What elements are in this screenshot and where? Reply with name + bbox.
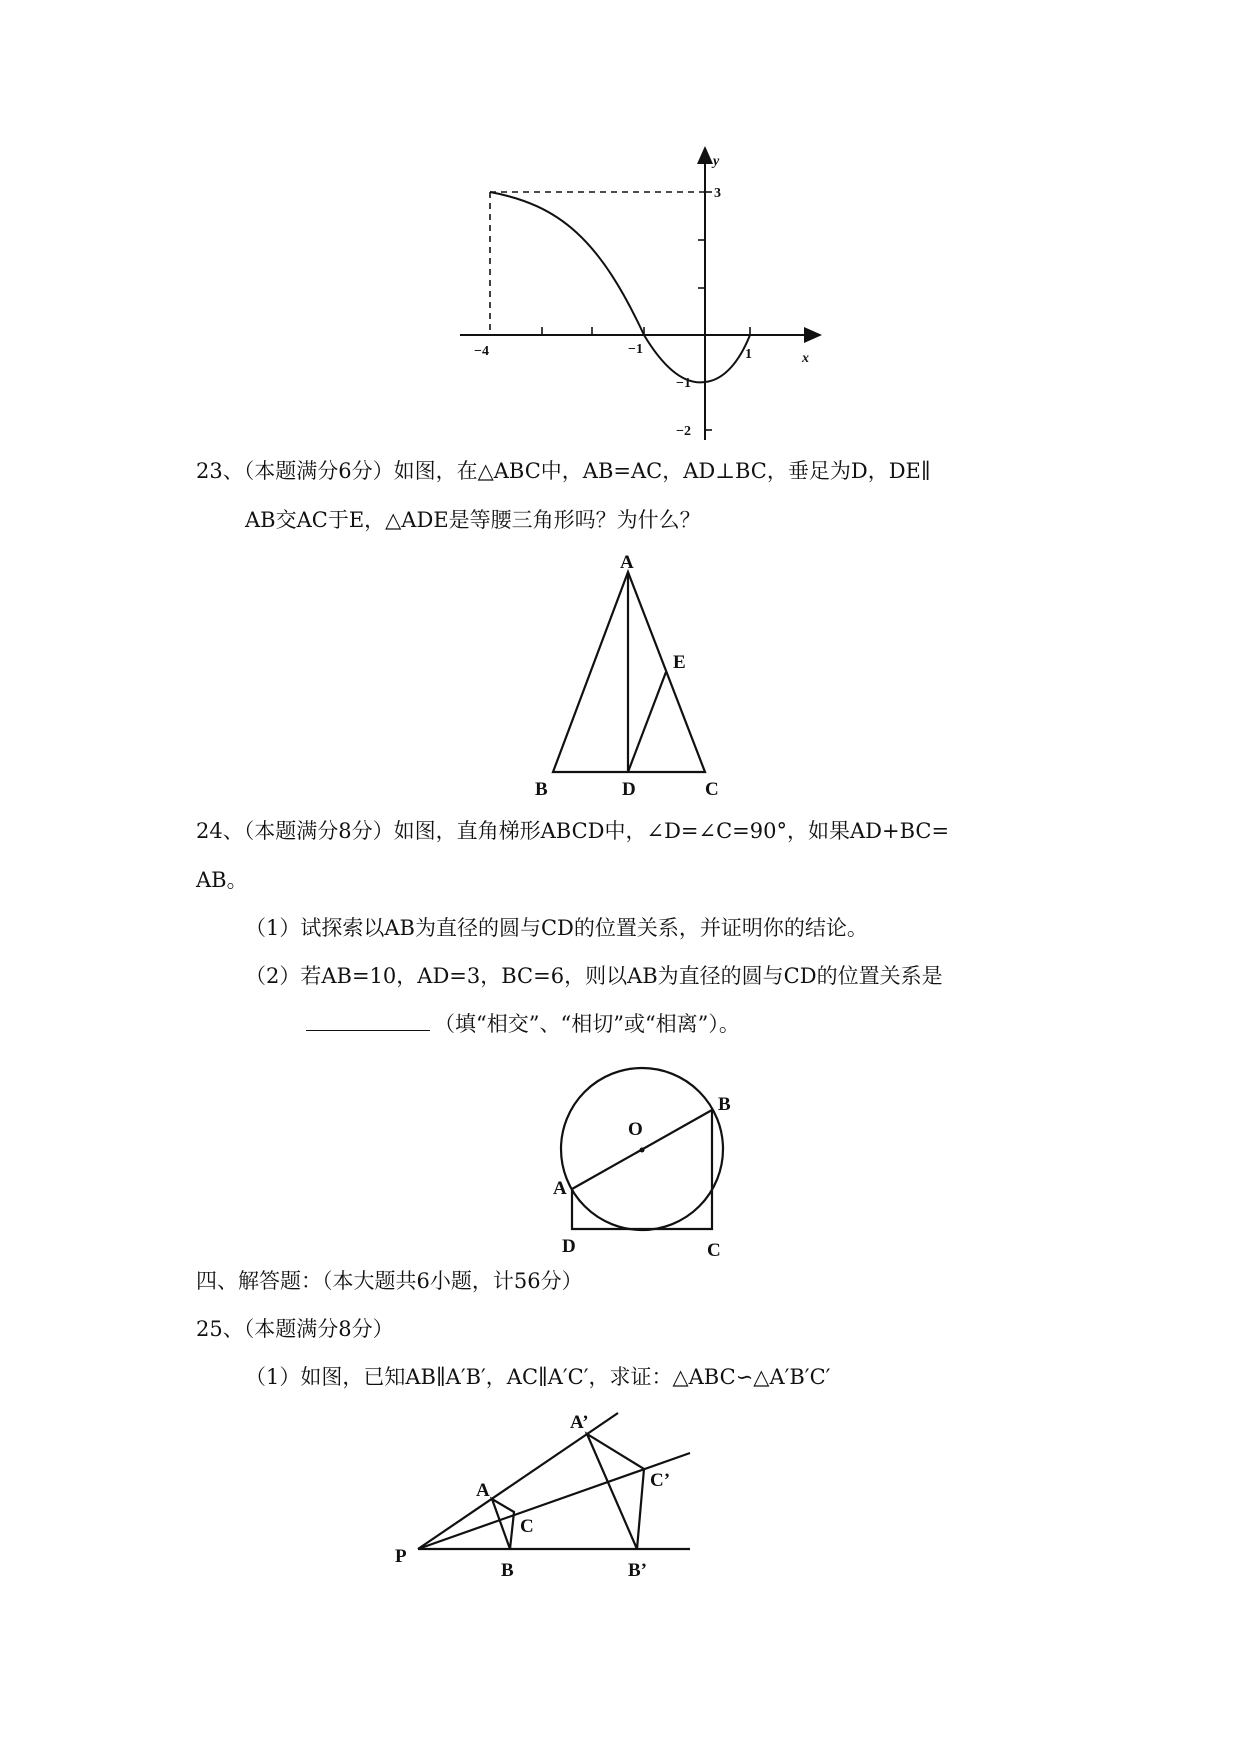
tick-label-x1: 1 xyxy=(745,347,752,362)
q24-part2-tail-line xyxy=(306,1009,740,1039)
point-label-b-prime: B’ xyxy=(628,1560,647,1581)
tick-label-x-neg1: −1 xyxy=(628,342,643,357)
q24-line1: 24、（本题满分8分）如图，直角梯形ABCD中，∠D=∠C=90°，如果AD+BC= xyxy=(196,819,950,843)
function-graph xyxy=(440,145,830,445)
tick-label-x-neg4: −4 xyxy=(474,344,489,359)
similar-triangles-figure xyxy=(390,1405,700,1595)
point-label-b: B xyxy=(535,779,548,800)
point-label-d2: D xyxy=(562,1236,576,1257)
tick-label-y3: 3 xyxy=(714,186,721,201)
point-label-a: A xyxy=(620,552,634,573)
ray-pc xyxy=(418,1453,690,1549)
triangle-abc-small xyxy=(492,1499,514,1549)
point-label-c-prime: C’ xyxy=(650,1470,671,1491)
point-label-b3: B xyxy=(501,1560,514,1581)
q23-line2: AB交AC于E，△ADE是等腰三角形吗？为什么？ xyxy=(245,508,701,532)
center-dot xyxy=(640,1148,645,1153)
tick-label-y-neg1: −1 xyxy=(676,376,691,391)
point-label-d: D xyxy=(622,779,636,800)
triangle-abc-large xyxy=(587,1434,644,1549)
section4-heading: 四、解答题：（本大题共6小题，计56分） xyxy=(196,1269,583,1293)
triangle-abc-figure xyxy=(530,550,745,805)
q25-line1: 25、（本题满分8分） xyxy=(196,1317,394,1341)
q24-part2-tail: （填“相交”、“相切”或“相离”）。 xyxy=(434,1012,740,1036)
point-label-o: O xyxy=(628,1119,643,1140)
q24-part1: （1）试探索以AB为直径的圆与CD的位置关系，并证明你的结论。 xyxy=(245,916,868,940)
point-label-e: E xyxy=(673,652,686,673)
point-label-c: C xyxy=(705,779,719,800)
y-axis-label: y xyxy=(713,154,720,169)
point-label-a-prime: A’ xyxy=(570,1412,589,1433)
point-label-c3: C xyxy=(520,1516,534,1537)
answer-blank[interactable] xyxy=(306,1010,430,1031)
function-curve xyxy=(490,192,750,382)
point-label-a2: A xyxy=(553,1178,567,1199)
circle-trapezoid-figure xyxy=(550,1050,750,1260)
point-label-b2: B xyxy=(718,1094,731,1115)
x-axis-label: x xyxy=(802,351,809,366)
tick-label-y-neg2: −2 xyxy=(676,424,691,439)
point-label-a3: A xyxy=(476,1480,490,1501)
q23-line1: 23、（本题满分6分）如图，在△ABC中，AB=AC，AD⊥BC，垂足为D，DE∥ xyxy=(196,459,931,483)
q25-part1: （1）如图，已知AB∥A′B′，AC∥A′C′，求证：△ABC∽△A′B′C′ xyxy=(245,1365,831,1389)
q24-line2: AB。 xyxy=(196,868,248,892)
segment-de xyxy=(628,672,666,772)
point-label-p: P xyxy=(395,1546,407,1567)
point-label-c2: C xyxy=(707,1240,721,1261)
q24-part2: （2）若AB=10，AD=3，BC=6，则以AB为直径的圆与CD的位置关系是 xyxy=(245,964,943,988)
